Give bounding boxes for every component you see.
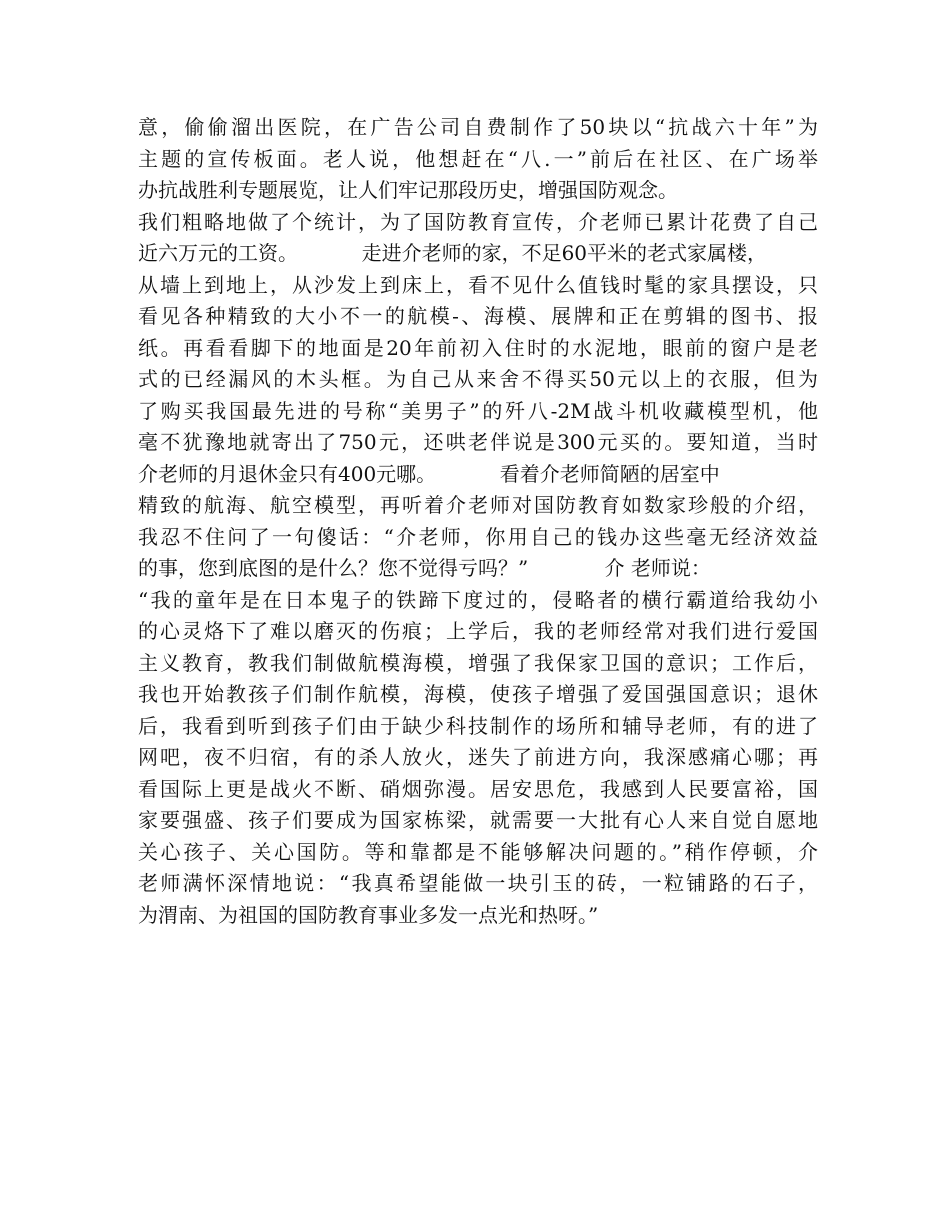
text-line: 我忍不住问了一句傻话：“介老师，你用自己的钱办这些毫无经济效益 xyxy=(138,524,818,549)
text-line: 我也开始教孩子们制作航模，海模，使孩子增强了爱国强国意识；退休 xyxy=(138,682,818,706)
text-line: 从墙上到地上，从沙发上到床上，看不见什么值钱时髦的家具摆设，只 xyxy=(138,272,818,297)
text-line: “我的童年是在日本鬼子的铁蹄下度过的，侵略者的横行霸道给我幼小 xyxy=(138,587,818,612)
text-line: 的心灵烙下了难以磨灭的伤痕；上学后，我的老师经常对我们进行爱国 xyxy=(138,619,818,643)
text-line: 后，我看到听到孩子们由于缺少科技制作的场所和辅导老师，有的进了 xyxy=(138,713,818,738)
text-line: 意，偷偷溜出医院，在广告公司自费制作了50块以“抗战六十年”为 xyxy=(138,115,818,139)
article-body xyxy=(138,112,818,931)
text-line: 纸。再看看脚下的地面是20年前初入住时的水泥地，眼前的窗户是老 xyxy=(138,335,818,360)
text-line: 近六万元的工资。 走进介老师的家，不足60平米的老式家属楼， xyxy=(138,241,768,265)
text-line: 看见各种精致的大小不一的航模-、海模、展牌和正在剪辑的图书、报 xyxy=(138,304,818,328)
text-line: 老师满怀深情地说：“我真希望能做一块引玉的砖，一粒铺路的石子， xyxy=(138,871,818,895)
text-line: 关心孩子、关心国防。等和靠都是不能够解决问题的。”稍作停顿，介 xyxy=(138,839,818,864)
text-line: 办抗战胜利专题展览，让人们牢记那段历史，增强国防观念。 xyxy=(138,178,678,202)
text-line: 我们粗略地做了个统计，为了国防教育宣传，介老师已累计花费了自己 xyxy=(138,209,818,234)
text-line: 网吧，夜不归宿，有的杀人放火，迷失了前进方向，我深感痛心哪；再 xyxy=(138,745,818,769)
text-line: 家要强盛、孩子们要成为国家栋梁，就需要一大批有心人来自觉自愿地 xyxy=(138,808,818,832)
text-line: 毫不犹豫地就寄出了750元，还哄老伴说是300元买的。要知道，当时 xyxy=(138,430,818,454)
text-line: 的事，您到底图的是什么？您不觉得亏吗？” 介 老师说： xyxy=(138,556,711,580)
text-line: 式的已经漏风的木头框。为自己从来舍不得买50元以上的衣服，但为 xyxy=(138,367,818,391)
text-line: 看国际上更是战火不断、硝烟弥漫。居安思危，我感到人民要富裕，国 xyxy=(138,776,818,801)
text-line: 主题的宣传板面。老人说，他想赶在“八.一”前后在社区、在广场举 xyxy=(138,146,818,171)
text-line: 了购买我国最先进的号称“美男子”的歼八-2M战斗机收藏模型机，他 xyxy=(138,398,818,423)
text-line: 介老师的月退休金只有400元哪。 看着介老师简陋的居室中 xyxy=(138,461,720,486)
text-line: 为渭南、为祖国的国防教育事业多发一点光和热呀。” xyxy=(138,902,599,927)
text-line: 主义教育，教我们制做航模海模，增强了我保家卫国的意识；工作后， xyxy=(138,650,818,675)
text-line: 精致的航海、航空模型，再听着介老师对国防教育如数家珍般的介绍， xyxy=(138,493,818,517)
